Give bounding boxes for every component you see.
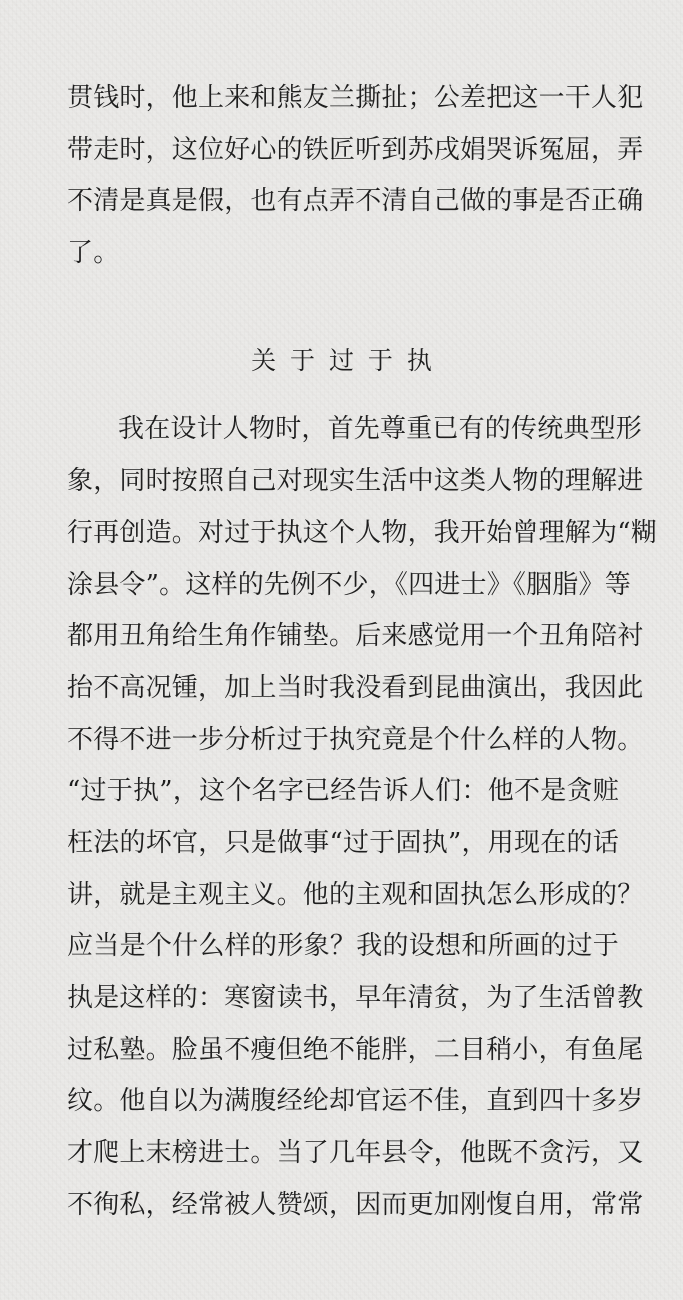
text-line: 我在设计人物时，首先尊重已有的传统典型形 (118, 414, 643, 445)
text-line: 了。 (67, 238, 120, 269)
text-line: 不得不进一步分析过于执究竟是个什么样的人物。 (67, 724, 644, 755)
text-line: 纹。他自以为满腹经纶却官运不佳，直到四十多岁 (67, 1086, 644, 1117)
text-line: 涂县令”。这样的先例不少，《四进士》《胭脂》等 (67, 569, 631, 600)
section-heading: 关 于 过 于 执 (251, 345, 435, 375)
text-line: 贯钱时，他上来和熊友兰撕扯；公差把这一干人犯 (67, 83, 644, 113)
text-line: 执是这样的：寒窗读书，早年清贫，为了生活曾教 (67, 983, 644, 1013)
text-line: “过于执”，这个名字已经告诉人们：他不是贪赃 (67, 776, 619, 807)
text-line: 过私塾。脸虽不瘦但绝不能胖，二目稍小，有鱼尾 (67, 1034, 644, 1065)
text-line: 不清是真是假，也有点弄不清自己做的事是否正确 (67, 186, 644, 217)
text-line: 都用丑角给生角作铺垫。后来感觉用一个丑角陪衬 (67, 621, 644, 652)
text-line: 应当是个什么样的形象？我的设想和所画的过于 (67, 931, 619, 962)
text-line: 抬不高况锺，加上当时我没看到昆曲演出，我因此 (67, 672, 644, 703)
text-line: 带走时，这位好心的铁匠听到苏戌娟哭诉冤屈，弄 (67, 134, 644, 165)
text-line: 象，同时按照自己对现实生活中这类人物的理解进 (67, 466, 644, 497)
text-line: 不徇私，经常被人赞颂，因而更加刚愎自用，常常 (67, 1189, 644, 1220)
text-line: 行再创造。对过于执这个人物，我开始曾理解为“糊 (67, 517, 657, 548)
paragraph-body (67, 404, 657, 1231)
paragraph-continuation (67, 73, 644, 280)
text-line: 才爬上末榜进士。当了几年县令，他既不贪污，又 (67, 1138, 644, 1169)
text-line: 讲，就是主观主义。他的主观和固执怎么形成的？ (67, 879, 644, 910)
text-line: 枉法的坏官，只是做事“过于固执”，用现在的话 (67, 827, 619, 858)
